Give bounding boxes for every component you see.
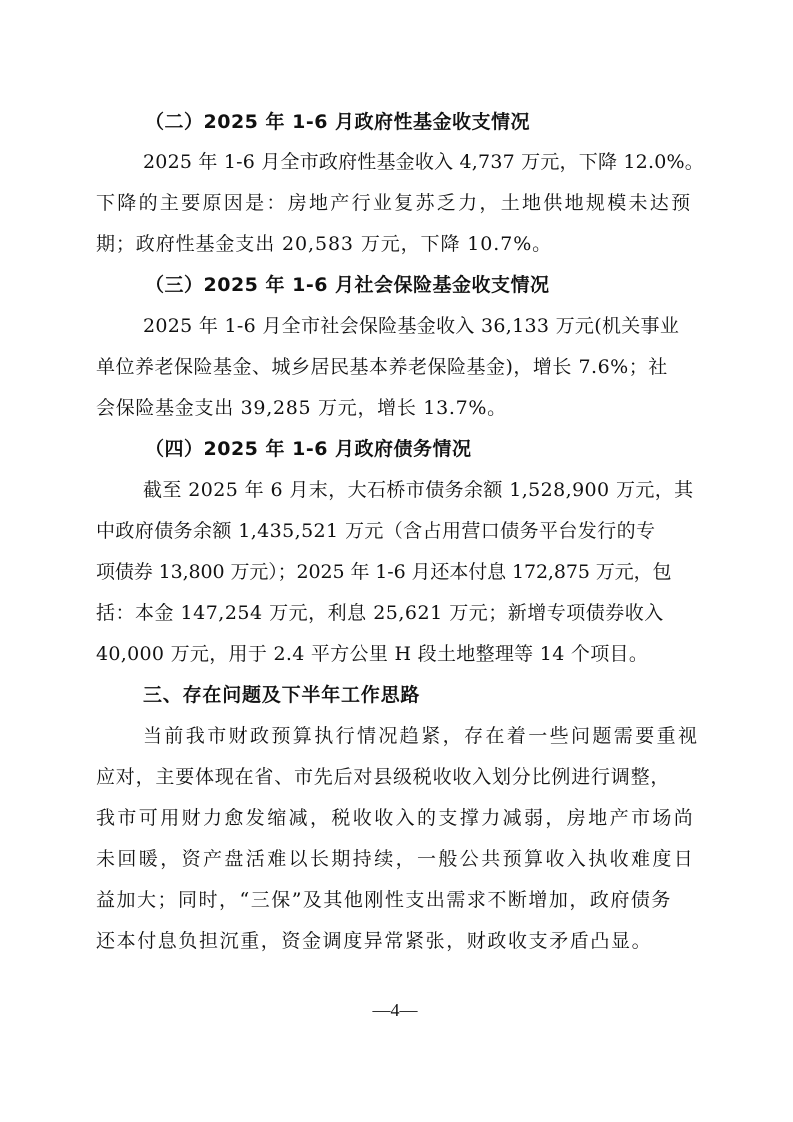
page-number: —4— xyxy=(372,1000,418,1020)
paragraph-line: 当前我市财政预算执行情况趋紧，存在着一些问题需要重视 xyxy=(143,725,700,747)
paragraph-line: 下降的主要原因是：房地产行业复苏乏力，土地供地规模未达预 xyxy=(96,192,693,214)
paragraph-line: 项债券 13,800 万元）；2025 年 1-6 月还本付息 172,875 万元，包 xyxy=(96,561,672,583)
paragraph-line: 未回暖，资产盘活难以长期持续，一般公共预算收入执收难度日 xyxy=(96,848,696,870)
paragraph-line: 还本付息负担沉重，资金调度异常紧张，财政收支矛盾凸显。 xyxy=(96,930,653,952)
paragraph-line: 单位养老保险基金、城乡居民基本养老保险基金)，增长 7.6%；社 xyxy=(96,356,668,378)
paragraph-line: 期；政府性基金支出 20,583 万元，下降 10.7%。 xyxy=(96,233,553,255)
paragraph-line: 中政府债务余额 1,435,521 万元（含占用营口债务平台发行的专 xyxy=(96,520,656,542)
section-heading-gov-debt: （四）2025 年 1-6 月政府债务情况 xyxy=(145,438,472,460)
paragraph-line: 我市可用财力愈发缩减，税收收入的支撑力减弱，房地产市场尚 xyxy=(96,807,696,829)
paragraph-line: 益加大；同时，“三保”及其他刚性支出需求不断增加，政府债务 xyxy=(96,889,672,911)
paragraph-line: 2025 年 1-6 月全市社会保险基金收入 36,133 万元(机关事业 xyxy=(143,315,680,337)
paragraph-line: 括：本金 147,254 万元，利息 25,621 万元；新增专项债券收入 xyxy=(96,602,664,624)
section-heading-social-fund: （三）2025 年 1-6 月社会保险基金收支情况 xyxy=(145,274,550,296)
paragraph-line: 40,000 万元，用于 2.4 平方公里 H 段土地整理等 14 个项目。 xyxy=(96,643,649,665)
paragraph-line: 应对，主要体现在省、市先后对县级税收收入划分比例进行调整， xyxy=(96,766,671,788)
paragraph-line: 会保险基金支出 39,285 万元，增长 13.7%。 xyxy=(96,397,507,419)
paragraph-line: 2025 年 1-6 月全市政府性基金收入 4,737 万元，下降 12.0%。 xyxy=(143,151,704,173)
section-heading-gov-fund: （二）2025 年 1-6 月政府性基金收支情况 xyxy=(145,111,531,133)
section-heading-problems: 三、存在问题及下半年工作思路 xyxy=(143,684,421,706)
paragraph-line: 截至 2025 年 6 月末，大石桥市债务余额 1,528,900 万元，其 xyxy=(143,479,694,501)
